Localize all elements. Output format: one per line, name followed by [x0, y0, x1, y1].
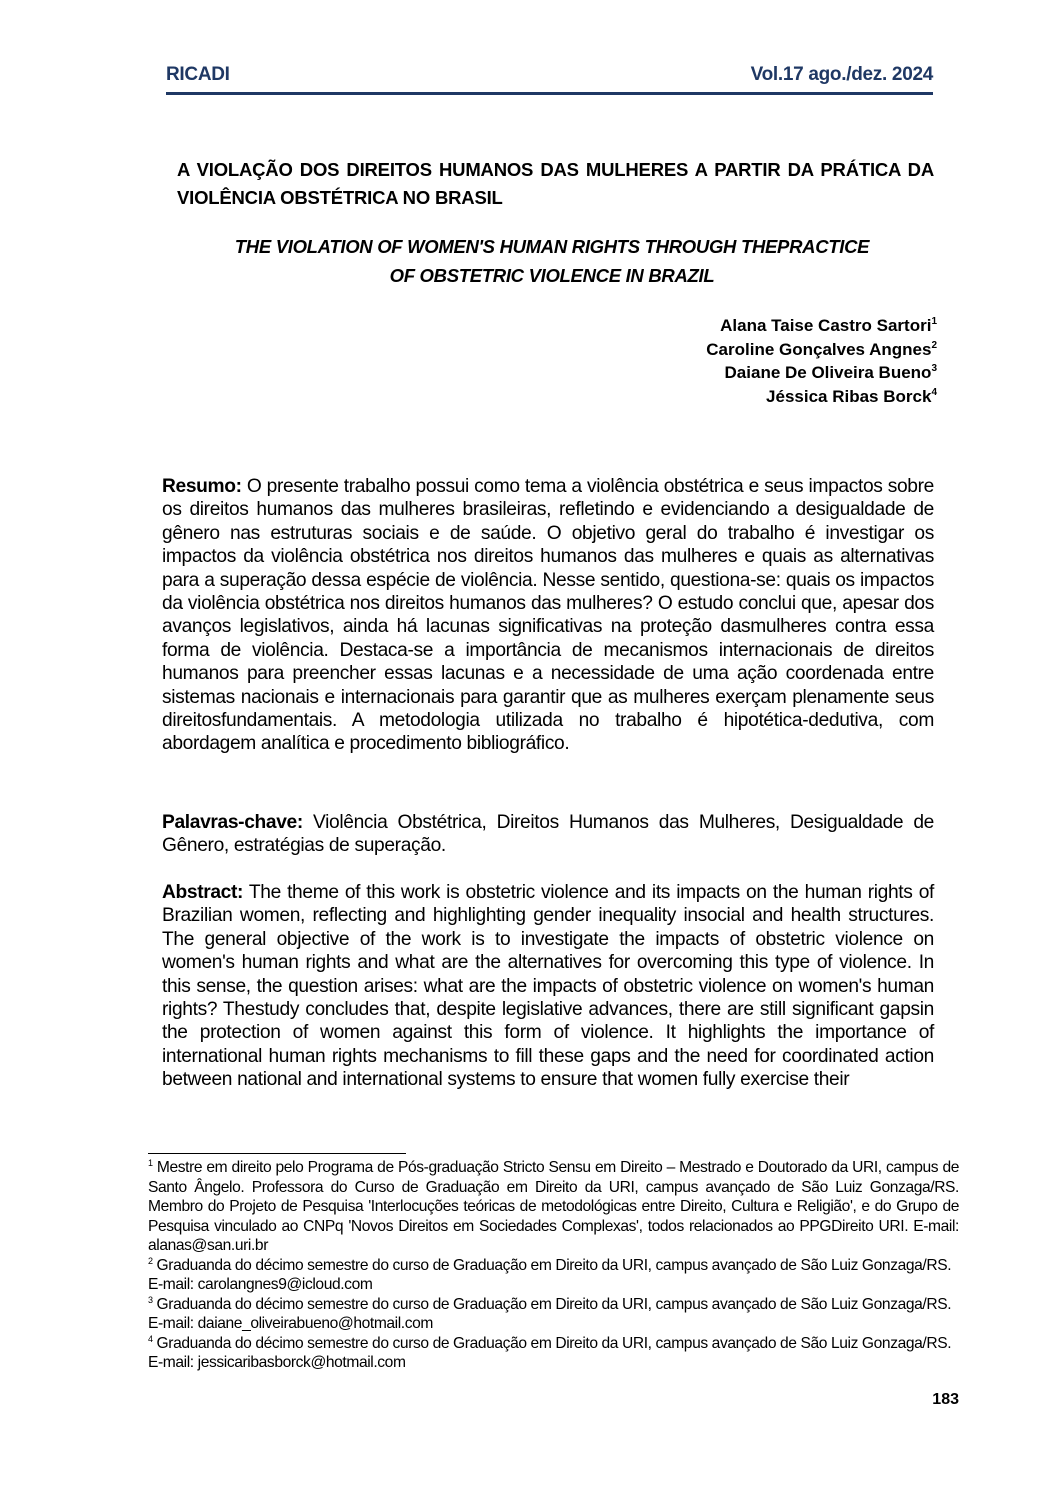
- author-name: Alana Taise Castro Sartori: [720, 316, 932, 335]
- title-english: [170, 232, 934, 290]
- keywords-paragraph: [162, 811, 934, 858]
- volume-info: Vol.17 ago./dez. 2024: [750, 64, 933, 85]
- keywords-label: Palavras-chave:: [162, 812, 303, 833]
- footnote-text: Graduanda do décimo semestre do curso de Graduação em Direito da URI, campus avançado de São Luiz Gonzaga/RS. E-mail: carolangnes9@icloud.com: [148, 1256, 952, 1293]
- footnote-number: 3: [148, 1294, 153, 1305]
- title-english-line-2: OF OBSTETRIC VIOLENCE IN BRAZIL: [389, 265, 715, 286]
- abstract-text: The theme of this work is obstetric violence and its impacts on the human rights of Brazilian women, reflecting and highlighting gender inequality insocial and health structures. The general objective of the work is to investigate the impacts of obstetric violence on women's human rights and what are the alternatives for overcoming this type of violence. In this sense, the question arises: what are the impacts of obstetric violence on women's human rights? Thestudy concludes that, despite legislative advances, there are still significant gapsin the protection of women against this form of violence. It highlights the importance of international human rights mechanisms to fill these gaps and the need for coordinated action between national and international systems to ensure that women fully exercise their: [162, 882, 934, 1091]
- footnote: [148, 1295, 959, 1334]
- author-name: Caroline Gonçalves Angnes: [706, 339, 932, 359]
- keywords-text: Violência Obstétrica, Direitos Humanos das Mulheres, Desigualdade de Gênero, estratégias de superação.: [162, 812, 934, 857]
- resumo-paragraph: [162, 475, 934, 756]
- author-name: Daiane De Oliveira Bueno: [724, 363, 932, 382]
- author: [706, 338, 937, 362]
- author-list: [706, 314, 937, 408]
- footnote-separator: [148, 1153, 406, 1154]
- footnote: [148, 1334, 959, 1373]
- author: [706, 361, 937, 385]
- footnote-ref[interactable]: 1: [931, 316, 937, 327]
- footnote-text: Graduanda do décimo semestre do curso de Graduação em Direito da URI, campus avançado de São Luiz Gonzaga/RS. E-mail: jessicaribasborck@hotmail.com: [148, 1334, 952, 1371]
- footnote-number: 2: [148, 1255, 153, 1266]
- footnotes: [148, 1158, 959, 1373]
- footnote-text: Mestre em direito pelo Programa de Pós-graduação Stricto Sensu em Direito – Mestrado e Doutorado da URI, campus de Santo Ângelo. Professora do Curso de Graduação em Direito da URI, campus avançado de São Luiz Gonzaga/RS. Membro do Projeto de Pesquisa 'Interlocuções teóricas de metodológicas entre Direito, Cultura e Religião', e do Grupo de Pesquisa vinculado ao CNPq 'Novos Direitos em Sociedades Complexas', todos relacionados ao PPGDireito URI. E-mail: alanas@san.uri.br: [148, 1159, 959, 1254]
- footnote-number: 4: [148, 1333, 153, 1344]
- author-name: Jéssica Ribas Borck: [766, 386, 932, 406]
- running-header: [166, 64, 933, 95]
- footnote-ref[interactable]: 4: [931, 386, 937, 398]
- title-portuguese: A VIOLAÇÃO DOS DIREITOS HUMANOS DAS MULHERES A PARTIR DA PRÁTICA DA VIOLÊNCIA OBSTÉTRICA NO BRASIL: [177, 159, 934, 208]
- footnote: [148, 1158, 959, 1256]
- author: [706, 314, 937, 338]
- abstract-paragraph: [162, 881, 934, 1092]
- resumo-text: O presente trabalho possui como tema a violência obstétrica e seus impactos sobre os direitos humanos das mulheres brasileiras, refletindo e evidenciando a desigualdade de gênero nas estruturas sociais e de saúde. O objetivo geral do trabalho é investigar os impactos da violência obstétrica nos direitos humanos das mulheres e quais as alternativas para a superação dessa espécie de violência. Nesse sentido, questiona-se: quais os impactos da violência obstétrica nos direitos humanos das mulheres? O estudo conclui que, apesar dos avanços legislativos, ainda há lacunas significativas na proteção dasmulheres contra essa forma de violência. Destaca-se a importância de mecanismos internacionais de direitos humanos para preencher essas lacunas e a necessidade de uma ação coordenada entre sistemas nacionais e internacionais para garantir que as mulheres exerçam plenamente seus direitosfundamentais. A metodologia utilizada no trabalho é hipotética-dedutiva, com abordagem analítica e procedimento bibliográfico.: [162, 476, 934, 755]
- resumo-label: Resumo:: [162, 476, 242, 497]
- abstract-label: Abstract:: [162, 882, 244, 903]
- footnote: [148, 1256, 959, 1295]
- footnote-ref[interactable]: 2: [931, 339, 937, 351]
- author: [706, 385, 937, 409]
- journal-name: RICADI: [166, 64, 230, 85]
- footnote-ref[interactable]: 3: [931, 363, 937, 374]
- footnote-text: Graduanda do décimo semestre do curso de Graduação em Direito da URI, campus avançado de São Luiz Gonzaga/RS. E-mail: daiane_oliveirabueno@hotmail.com: [148, 1295, 952, 1332]
- footnote-number: 1: [148, 1158, 153, 1168]
- page-number: 183: [932, 1391, 959, 1408]
- title-english-line-1: THE VIOLATION OF WOMEN'S HUMAN RIGHTS THROUGH THEPRACTICE: [234, 236, 870, 257]
